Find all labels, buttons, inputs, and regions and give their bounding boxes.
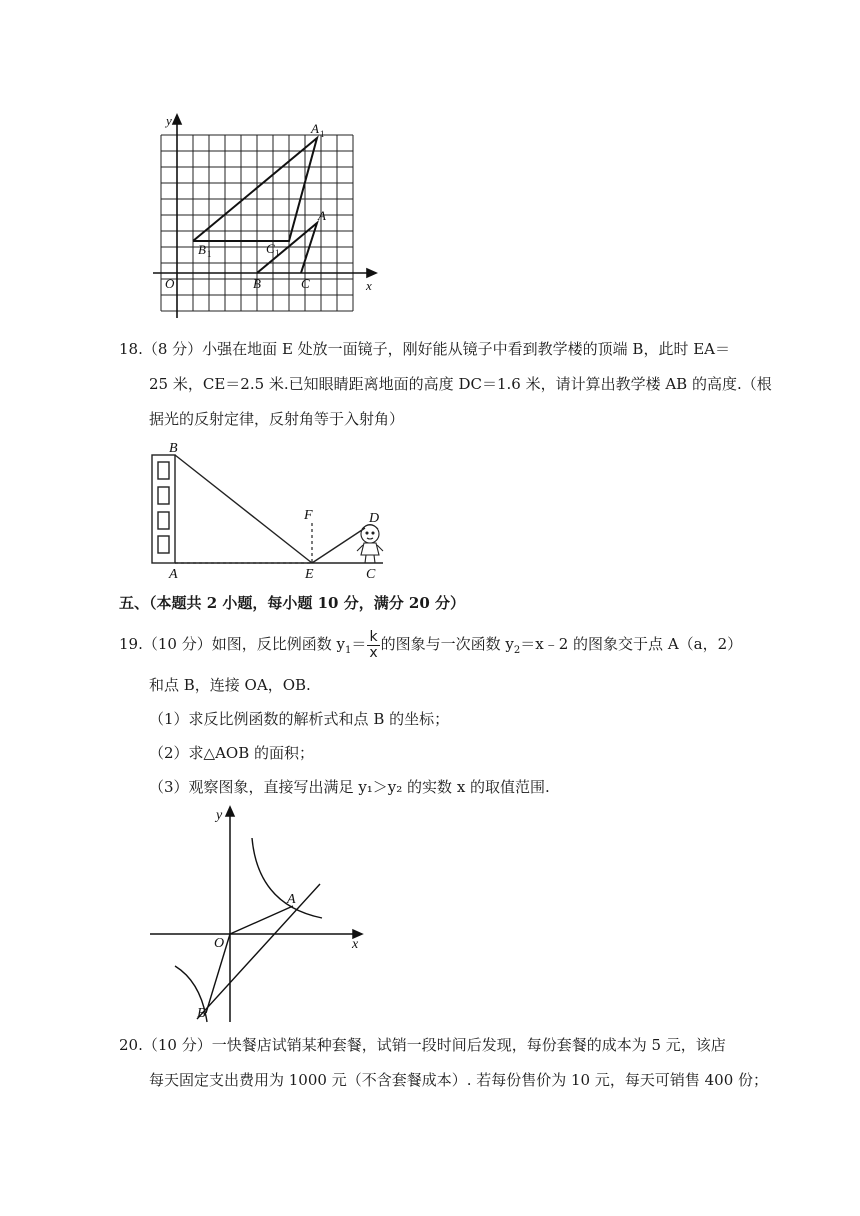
point-a-label: A <box>287 892 296 907</box>
q19-sub-question-2: （2）求△AOB 的面积； <box>149 744 315 762</box>
q18-mirror-figure <box>145 435 395 585</box>
label-e: E <box>305 567 314 582</box>
q20-line1 <box>119 1035 726 1055</box>
label-b: B <box>169 441 178 456</box>
window <box>158 512 169 529</box>
q18-score: （8 分） <box>142 340 203 358</box>
q19-intro-c: ＝x﹣2 的图象交于点 A（a，2） <box>520 635 743 653</box>
axes <box>153 115 376 318</box>
linear-function-line <box>197 884 320 1019</box>
point-a1-label: A <box>311 121 319 136</box>
point-c-label: C <box>301 276 310 291</box>
origin-label: O <box>214 936 225 951</box>
y-axis-label: y <box>216 808 223 823</box>
q17-grid-figure <box>150 110 390 325</box>
q18-line1 <box>119 339 730 359</box>
q18-line2: 25 米，CE＝2.5 米.已知眼睛距离地面的高度 DC＝1.6 米，请计算出教学楼 AB 的高度.（根 <box>149 375 772 393</box>
q19-sub-2: 2 <box>513 645 521 656</box>
label-a: A <box>169 567 178 582</box>
fraction-numerator: k <box>367 630 379 646</box>
q19-line2: 和点 B，连接 OA，OB. <box>149 676 311 694</box>
q20-score: （10 分） <box>142 1036 212 1054</box>
q20-line2: 每天固定支出费用为 1000 元（不含套餐成本）. 若每份售价为 10 元，每天可销售 400 份； <box>149 1071 769 1089</box>
point-c1-sub: 1 <box>275 248 280 258</box>
point-b-label: B <box>253 276 261 291</box>
q19-number: 19. <box>119 635 143 653</box>
fraction-denominator: x <box>369 644 378 661</box>
q19-intro-a: 如图，反比例函数 y <box>211 635 345 653</box>
triangles <box>193 138 317 273</box>
point-a-label: A <box>318 208 326 223</box>
point-c1-label: C <box>266 241 275 256</box>
q18-line3: 据光的反射定律，反射角等于入射角） <box>149 410 405 428</box>
q19-eq: ＝ <box>351 635 367 653</box>
q19-sub-1: 1 <box>344 645 352 656</box>
segment-oa <box>230 906 293 934</box>
point-b1-label: B <box>198 242 206 257</box>
window <box>158 462 169 479</box>
y-axis-label: y <box>166 113 172 128</box>
window <box>158 536 169 553</box>
point-b-label: B <box>197 1006 206 1021</box>
light-ray-incident <box>175 455 312 563</box>
axes <box>150 807 362 1022</box>
x-axis-label: x <box>366 278 372 293</box>
q19-sub-question-3: （3）观察图象，直接写出满足 y₁＞y₂ 的实数 x 的取值范围. <box>149 778 550 796</box>
building <box>152 455 175 563</box>
q18-number: 18. <box>119 340 143 358</box>
q19-score: （10 分） <box>142 635 212 653</box>
q19-function-graph <box>145 800 375 1025</box>
q20-number: 20. <box>119 1036 143 1054</box>
x-axis-label: x <box>352 937 359 952</box>
q19-line1 <box>119 628 742 667</box>
q19-intro-b: 的图象与一次函数 y <box>380 635 514 653</box>
section-heading: 五、（本题共 2 小题，每小题 10 分，满分 20 分） <box>119 594 466 612</box>
fraction-k-over-x <box>367 630 379 661</box>
q20-text-line1: 一快餐店试销某种套餐，试销一段时间后发现，每份套餐的成本为 5 元，该店 <box>211 1036 726 1054</box>
point-b1-sub: 1 <box>207 249 212 259</box>
origin-label: O <box>165 276 175 291</box>
q18-text-line1: 小强在地面 E 处放一面镜子，刚好能从镜子中看到教学楼的顶端 B，此时 EA＝ <box>202 340 731 358</box>
label-d: D <box>369 511 380 526</box>
point-a1-sub: 1 <box>320 129 325 139</box>
window <box>158 487 169 504</box>
q19-sub-question-1: （1）求反比例函数的解析式和点 B 的坐标； <box>149 710 450 728</box>
label-f: F <box>304 508 313 523</box>
label-c: C <box>366 567 376 582</box>
light-ray-reflected <box>312 528 365 563</box>
